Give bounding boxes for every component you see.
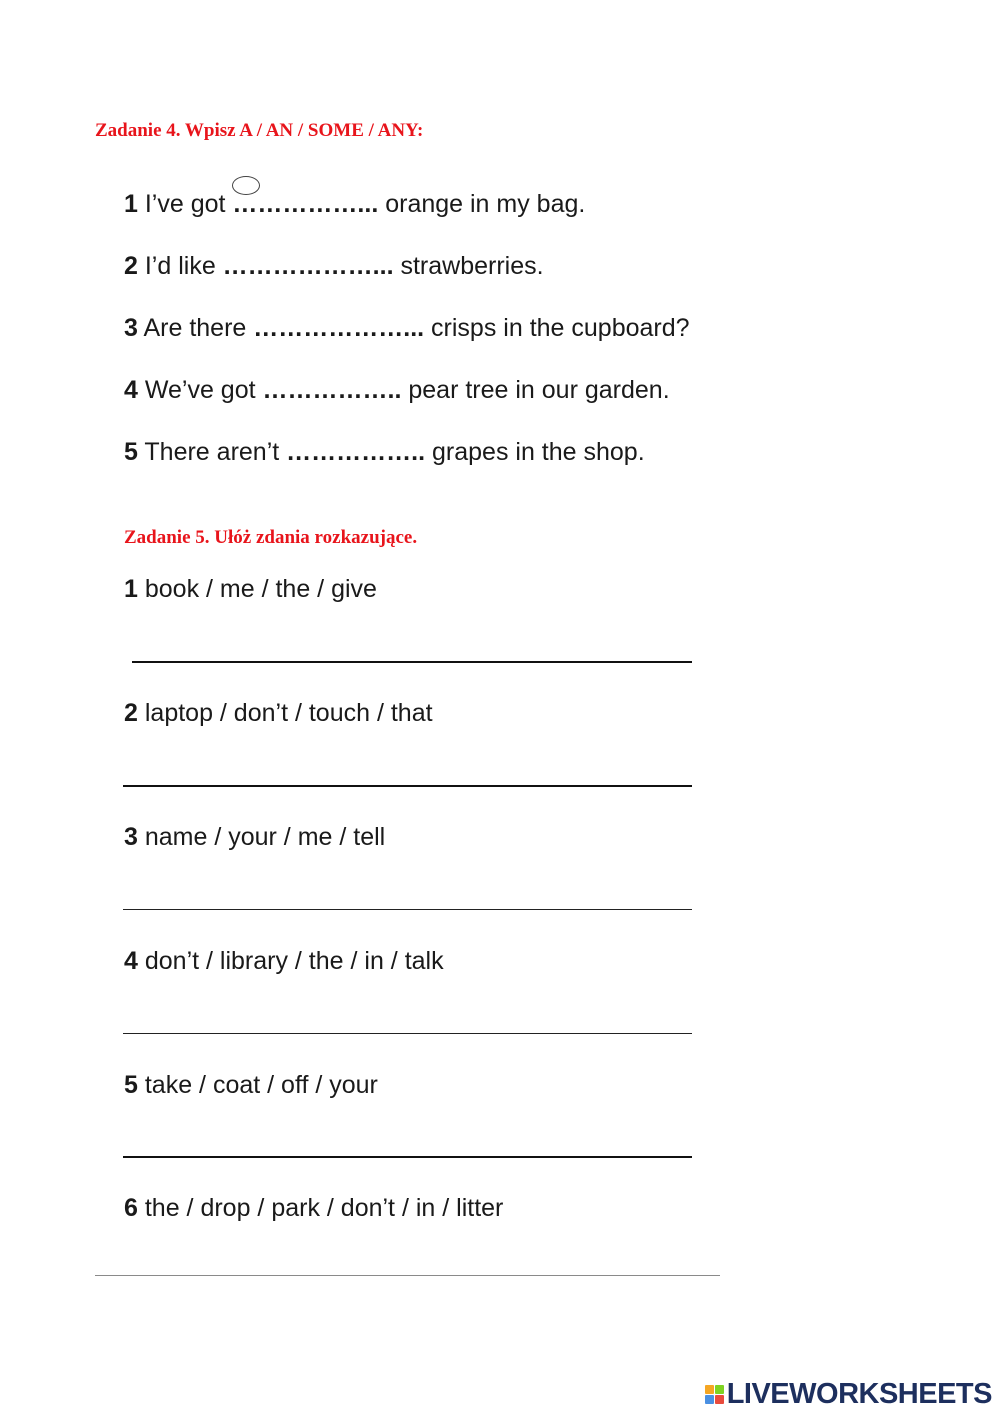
logo-square-icon [715, 1385, 724, 1394]
answer-input-2[interactable]: ………………... [222, 252, 394, 280]
task5-item-1 [124, 577, 377, 602]
word-prompt: name / your / me / tell [144, 823, 386, 851]
answer-input-1[interactable] [232, 192, 378, 217]
item-number: 4 [124, 376, 138, 404]
item-number: 1 [124, 190, 138, 218]
answer-line-5[interactable] [123, 1156, 692, 1158]
task5-item-6 [124, 1196, 503, 1221]
sentence-end: grapes in the shop. [425, 438, 645, 466]
word-prompt: the / drop / park / don’t / in / litter [144, 1194, 504, 1222]
item-number: 2 [124, 699, 138, 727]
item-number: 3 [124, 314, 138, 342]
sentence-end: pear tree in our garden. [401, 376, 670, 404]
sentence-start: There aren’t [144, 438, 287, 466]
item-number: 5 [124, 1071, 138, 1099]
logo-grid-icon [705, 1385, 724, 1404]
item-number: 3 [124, 823, 138, 851]
answer-line-3[interactable] [123, 909, 692, 910]
answer-input-5[interactable]: …………….. [286, 438, 426, 466]
sentence-end: strawberries. [393, 252, 544, 280]
task4-item-3 [124, 316, 690, 341]
item-number: 6 [124, 1194, 138, 1222]
word-prompt: laptop / don’t / touch / that [144, 699, 433, 727]
answer-line-2[interactable] [123, 785, 692, 787]
logo-square-icon [705, 1385, 714, 1394]
logo-square-icon [715, 1395, 724, 1404]
item-number: 1 [124, 575, 138, 603]
answer-line-1[interactable] [132, 661, 692, 663]
sentence-end: crisps in the cupboard? [424, 314, 690, 342]
word-prompt: take / coat / off / your [144, 1071, 378, 1099]
logo-square-icon [705, 1395, 714, 1404]
answer-input-3[interactable]: ………………... [253, 314, 425, 342]
answer-line-6[interactable] [95, 1275, 720, 1276]
item-number: 2 [124, 252, 138, 280]
task4-heading: Zadanie 4. Wpisz A / AN / SOME / ANY: [95, 120, 424, 141]
task5-heading: Zadanie 5. Ułóż zdania rozkazujące. [124, 527, 418, 548]
sentence-start: I’d like [144, 252, 223, 280]
task4-item-1 [124, 192, 585, 217]
logo-text: LIVEWORKSHEETS [726, 1377, 992, 1410]
sentence-start: I’ve got [144, 190, 233, 218]
item-number: 4 [124, 947, 138, 975]
sentence-start: We’ve got [144, 376, 263, 404]
sentence-start: Are there [143, 314, 254, 342]
task5-item-5 [124, 1073, 378, 1098]
liveworksheets-logo [705, 1378, 992, 1410]
word-prompt: don’t / library / the / in / talk [144, 947, 444, 975]
task5-item-3 [124, 825, 385, 850]
task5-item-2 [124, 701, 433, 726]
task4-item-4 [124, 378, 670, 403]
task4-item-2 [124, 254, 544, 279]
word-prompt: book / me / the / give [144, 575, 377, 603]
sentence-end: orange in my bag. [378, 190, 586, 218]
task5-item-4 [124, 949, 444, 974]
answer-input-4[interactable]: …………….. [262, 376, 402, 404]
answer-dots[interactable]: ……………... [232, 190, 379, 218]
item-number: 5 [124, 438, 138, 466]
answer-line-4[interactable] [123, 1033, 692, 1034]
task4-item-5 [124, 440, 645, 465]
